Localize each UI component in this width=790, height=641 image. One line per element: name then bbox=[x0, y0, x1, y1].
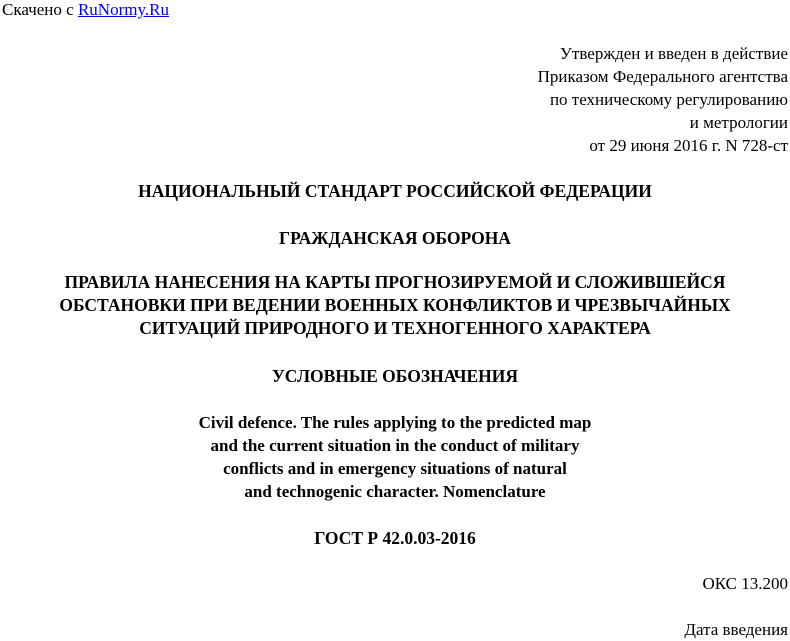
approval-line: по техническому регулированию bbox=[549, 90, 788, 109]
standard-header: НАЦИОНАЛЬНЫЙ СТАНДАРТ РОССИЙСКОЙ ФЕДЕРАЦИИ bbox=[138, 181, 652, 201]
title-line: СИТУАЦИЙ ПРИРОДНОГО И ТЕХНОГЕННОГО ХАРАКТЕРА bbox=[139, 318, 651, 338]
source-line bbox=[2, 0, 169, 21]
source-link[interactable]: RuNormy.Ru bbox=[77, 0, 169, 19]
english-title-line: and the current situation in the conduct of military bbox=[210, 436, 580, 455]
document-title bbox=[0, 271, 790, 340]
english-title-line: conflicts and in emergency situations of natural bbox=[223, 459, 567, 478]
source-prefix: Скачено с bbox=[2, 0, 78, 19]
title-line: ПРАВИЛА НАНЕСЕНИЯ НА КАРТЫ ПРОГНОЗИРУЕМОЙ И СЛОЖИВШЕЙСЯ bbox=[64, 272, 726, 292]
approval-block bbox=[538, 42, 788, 157]
approval-line: и метрологии bbox=[689, 113, 788, 132]
symbols-heading: УСЛОВНЫЕ ОБОЗНАЧЕНИЯ bbox=[271, 366, 519, 386]
gost-number: ГОСТ Р 42.0.03-2016 bbox=[314, 528, 476, 548]
english-title bbox=[0, 411, 790, 503]
english-title-line: and technogenic character. Nomenclature bbox=[244, 482, 546, 501]
english-title-line: Civil defence. The rules applying to the predicted map bbox=[198, 413, 592, 432]
intro-date-label: Дата введения bbox=[684, 620, 788, 639]
okc-code: ОКС 13.200 bbox=[702, 574, 788, 593]
approval-line: от 29 июня 2016 г. N 728-ст bbox=[589, 136, 788, 155]
subject-heading: ГРАЖДАНСКАЯ ОБОРОНА bbox=[279, 228, 511, 248]
approval-line: Утвержден и введен в действие bbox=[559, 44, 788, 63]
title-line: ОБСТАНОВКИ ПРИ ВЕДЕНИИ ВОЕННЫХ КОНФЛИКТОВ И ЧРЕЗВЫЧАЙНЫХ bbox=[59, 295, 731, 315]
approval-line: Приказом Федерального агентства bbox=[537, 67, 788, 86]
